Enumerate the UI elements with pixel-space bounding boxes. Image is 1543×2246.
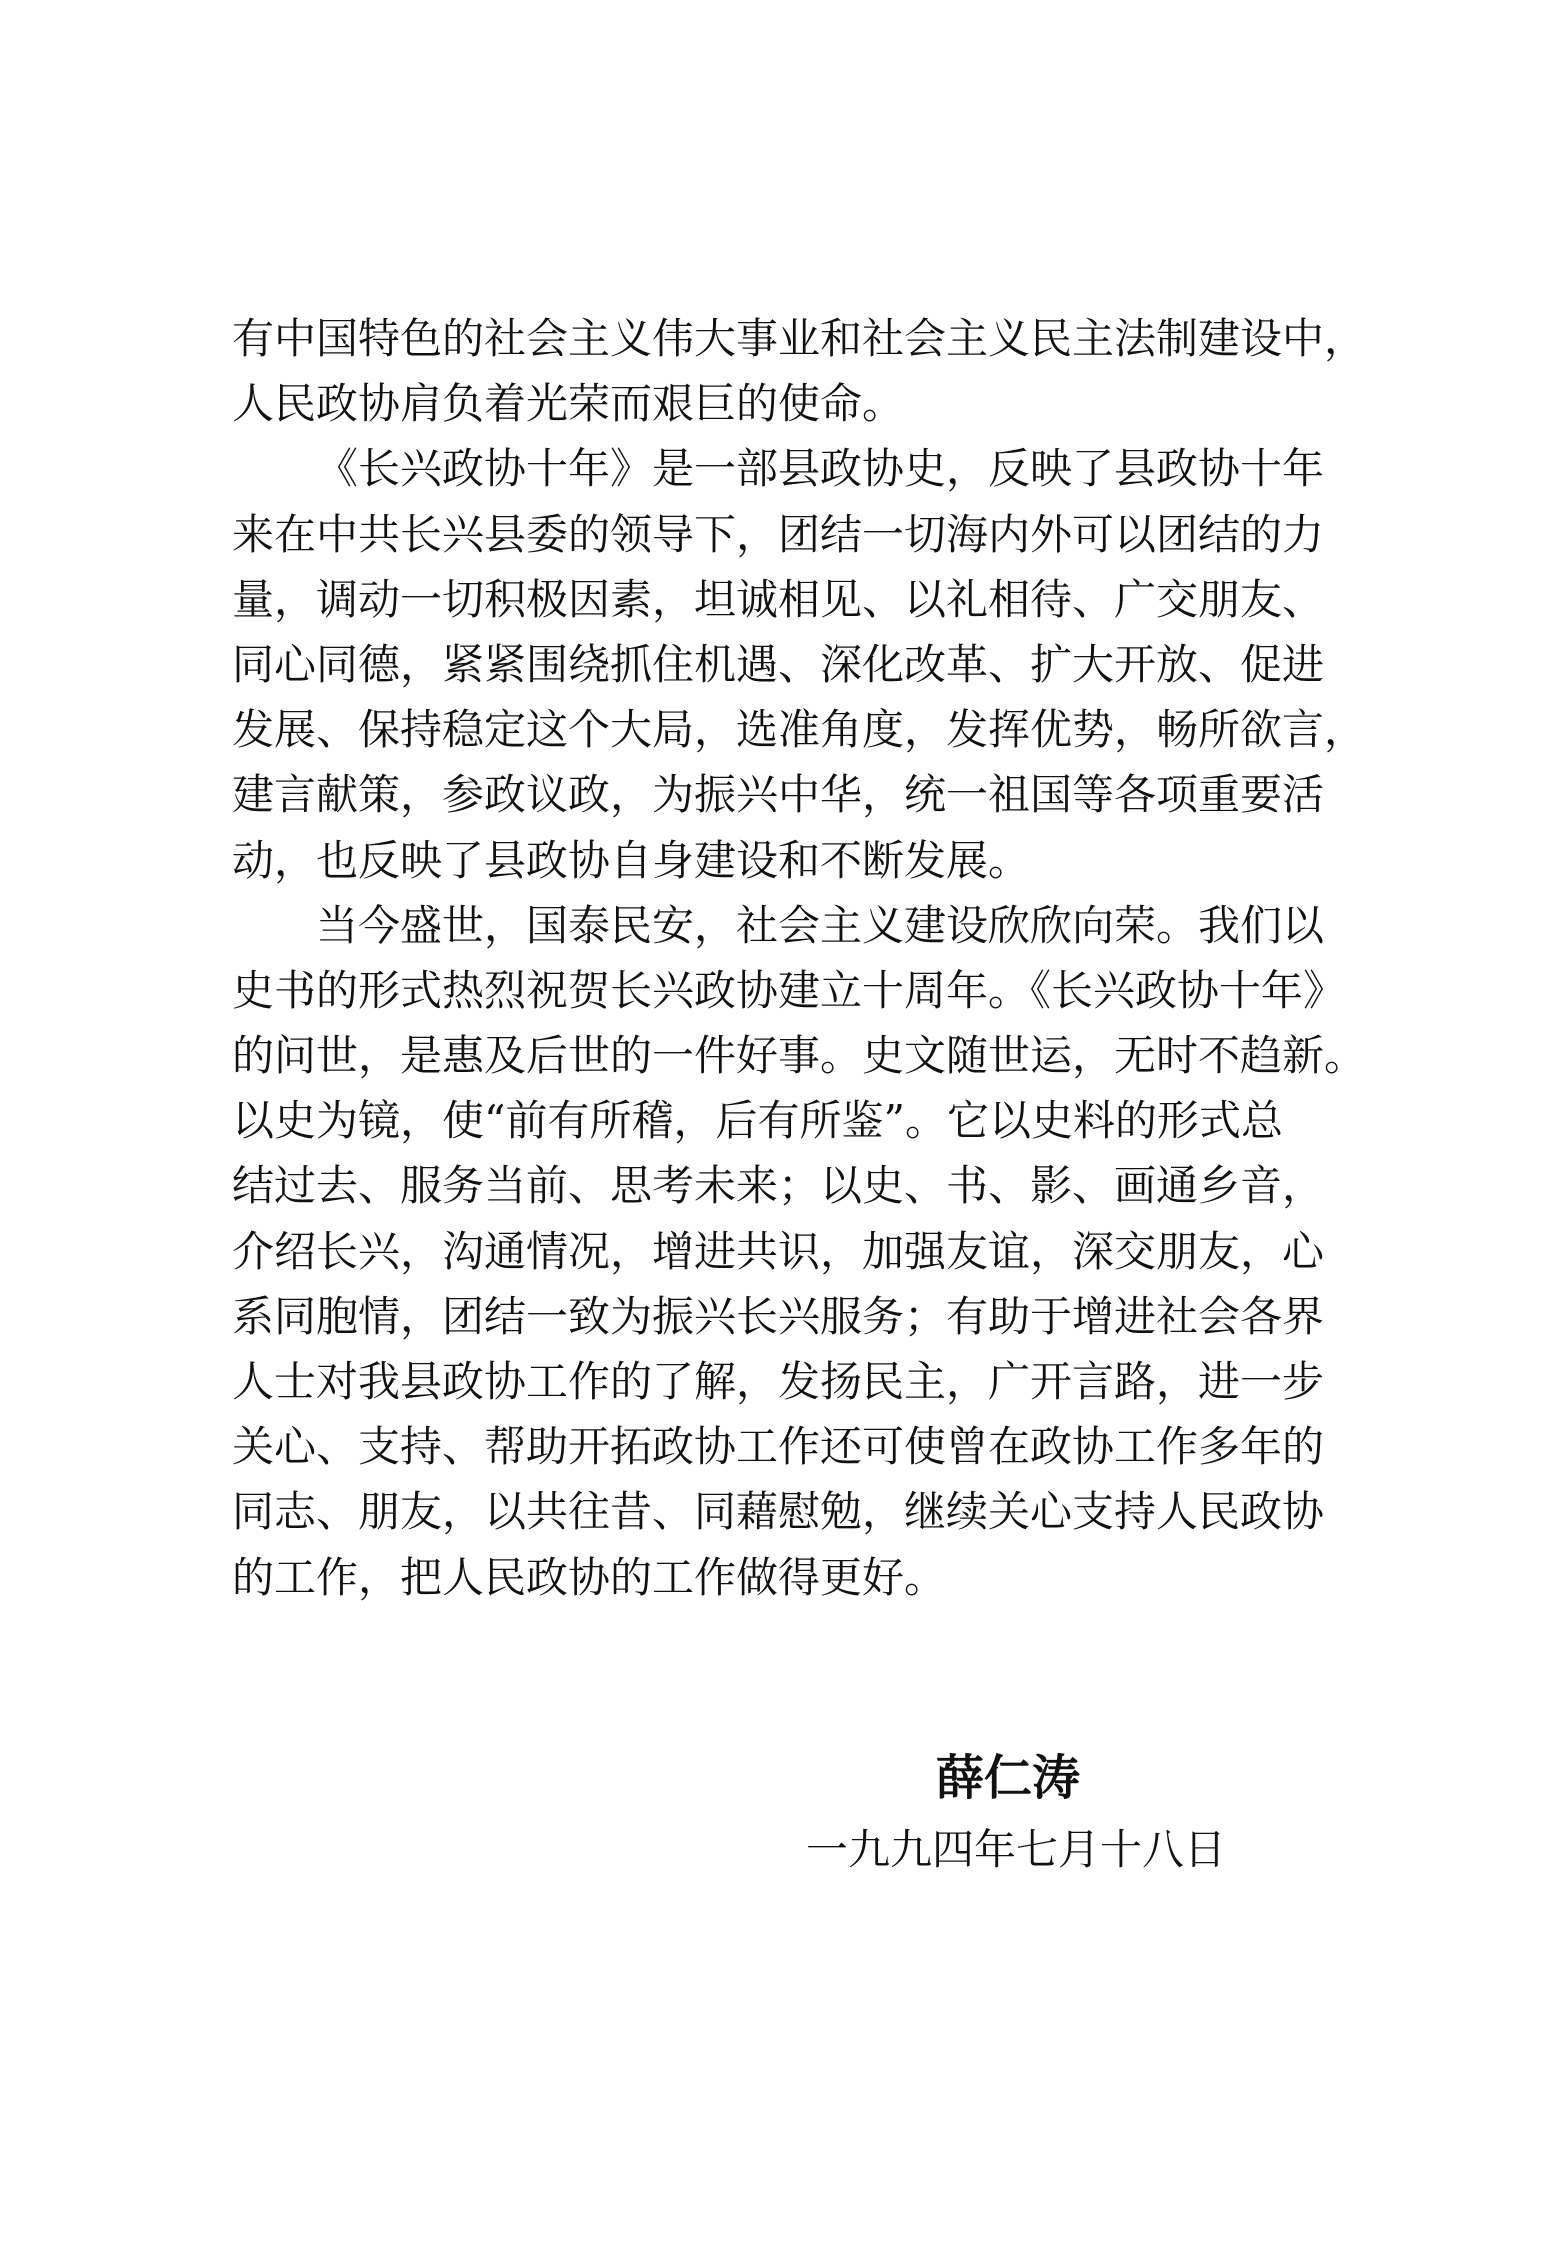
text-line: 发展、保持稳定这个大局，选准角度，发挥优势，畅所欲言， [232, 705, 1367, 755]
text-line: 同志、朋友，以共往昔、同藉慰勉，继续关心支持人民政协 [232, 1487, 1325, 1537]
text-line: 人士对我县政协工作的了解，发扬民主，广开言路，进一步 [232, 1357, 1325, 1406]
text-line: 的问世，是惠及后世的一件好事。史文随世运，无时不趋新。 [232, 1031, 1367, 1081]
document-date: 一九九四年七月十八日 [806, 1825, 1227, 1874]
preface-body [232, 306, 1367, 1610]
text-line: 量，调动一切积极因素，坦诚相见、以礼相待、广交朋友、 [232, 574, 1325, 624]
text-line: 有中国特色的社会主义伟大事业和社会主义民主法制建设中， [232, 314, 1367, 363]
text-line: 的工作，把人民政协的工作做得更好。 [232, 1552, 947, 1602]
text-line: 关心、支持、帮助开拓政协工作还可使曾在政协工作多年的 [232, 1422, 1325, 1472]
text-line: 史书的形式热烈祝贺长兴政协建立十周年。《长兴政协十年》 [232, 965, 1346, 1015]
text-line: 来在中共长兴县委的领导下，团结一切海内外可以团结的力 [232, 509, 1325, 559]
author-signature: 薛仁涛 [936, 1750, 1081, 1806]
text-line: 建言献策，参政议政，为振兴中华，统一祖国等各项重要活 [232, 770, 1325, 820]
text-line: 动，也反映了县政协自身建设和不断发展。 [232, 835, 1031, 885]
text-line: 同心同德，紧紧围绕抓住机遇、深化改革、扩大开放、促进 [232, 639, 1325, 689]
text-line: 介绍长兴，沟通情况，增进共识，加强友谊，深交朋友，心 [232, 1226, 1325, 1276]
text-line: 当今盛世，国泰民安，社会主义建设欣欣向荣。我们以 [316, 900, 1325, 950]
text-line: 系同胞情，团结一致为振兴长兴服务；有助于增进社会各界 [232, 1291, 1325, 1341]
text-line: 以史为镜，使“前有所稽，后有所鉴”。它以史料的形式总 [232, 1096, 1283, 1146]
text-line: 结过去、服务当前、思考未来；以史、书、影、画通乡音， [232, 1161, 1325, 1211]
text-line: 《长兴政协十年》是一部县政协史，反映了县政协十年 [316, 444, 1325, 494]
text-line: 人民政协肩负着光荣而艰巨的使命。 [232, 379, 905, 429]
